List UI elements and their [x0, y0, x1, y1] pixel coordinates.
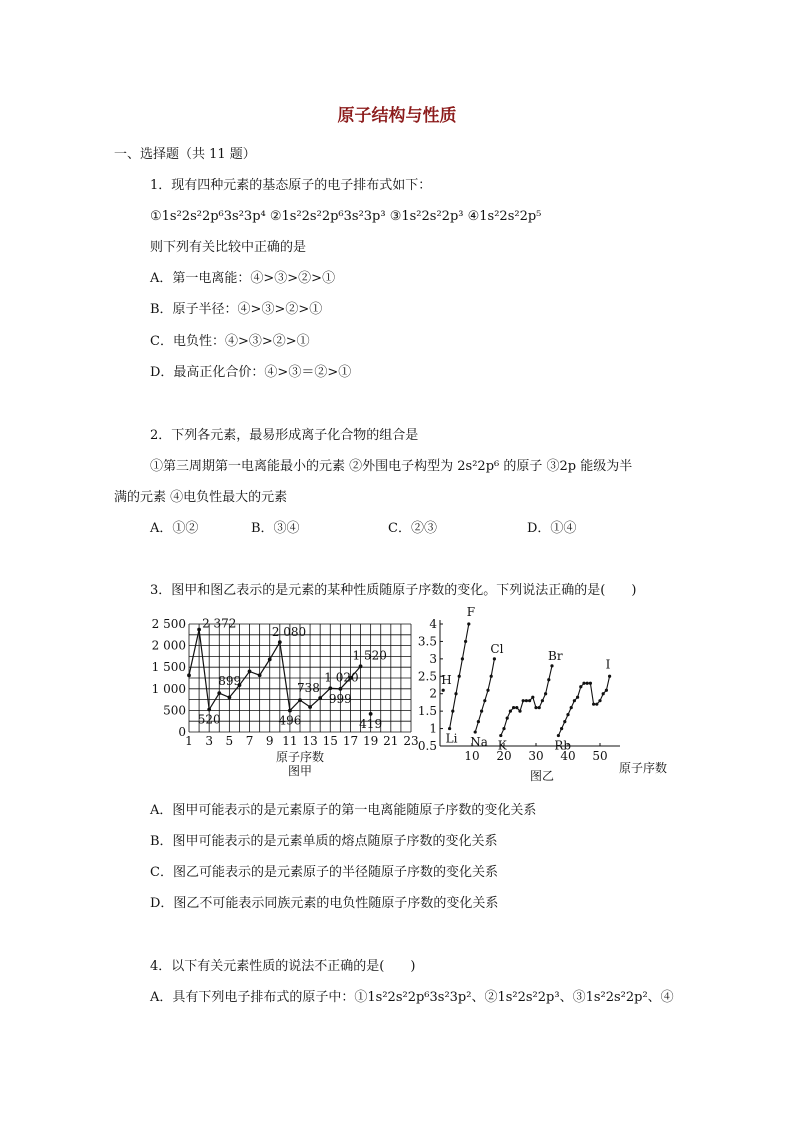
data-point [602, 692, 605, 695]
q1-stem: 1．现有四种元素的基态原子的电子排布式如下： [150, 178, 432, 193]
data-point [268, 657, 272, 661]
data-label: 1 520 [352, 648, 387, 663]
x-tick-label: 3 [205, 734, 214, 748]
data-point [573, 699, 576, 702]
data-point [288, 709, 292, 713]
data-label: 999 [328, 691, 352, 706]
q2-option-a: A．①② [150, 521, 199, 536]
data-point [570, 706, 573, 709]
data-point [308, 705, 312, 709]
data-point [197, 628, 201, 632]
data-label: 738 [297, 681, 320, 696]
element-label: Cl [490, 641, 504, 656]
data-point [217, 691, 221, 695]
element-label: H [441, 673, 452, 688]
chart-jia [151, 612, 425, 784]
y-tick-label: 0 [178, 725, 186, 739]
data-point [486, 689, 489, 692]
element-label: Br [548, 648, 563, 663]
data-point [451, 710, 454, 713]
x-tick-label: 23 [403, 734, 419, 748]
q2-option-b: B．③④ [251, 521, 300, 536]
q3-option-a: A．图甲可能表示的是元素原子的第一电离能随原子序数的变化关系 [150, 803, 537, 818]
data-point [318, 696, 322, 700]
q3-option-d: D．图乙不可能表示同族元素的电负性随原子序数的变化关系 [150, 896, 499, 911]
series-line [558, 676, 609, 735]
x-tick-label: 50 [592, 749, 608, 763]
q3-stem: 3．图甲和图乙表示的是元素的某种性质随原子序数的变化。下列说法正确的是( ) [150, 583, 637, 598]
y-tick-label: 4 [429, 617, 437, 631]
q1-ask: 则下列有关比较中正确的是 [150, 240, 307, 255]
data-point [483, 699, 486, 702]
data-point [278, 640, 282, 644]
q3-option-c: C．图乙可能表示的是元素原子的半径随原子序数的变化关系 [150, 865, 498, 880]
y-tick-label: 0.5 [417, 739, 437, 753]
q4-option-a: A．具有下列电子排布式的原子中：①1s²2s²2p⁶3s²3p²、②1s²2s²2p³、③1s²2s²2p²、④ [150, 990, 674, 1005]
data-label: 496 [278, 713, 302, 728]
data-point [608, 675, 611, 678]
data-point [563, 720, 566, 723]
data-point [522, 699, 525, 702]
element-label: F [466, 605, 476, 619]
q2-option-d: D．①④ [527, 521, 577, 536]
data-point [541, 699, 544, 702]
x-tick-label: 9 [265, 734, 274, 748]
data-point [550, 664, 553, 667]
x-tick-label: 17 [342, 734, 359, 748]
page-title: 原子结构与性质 [337, 106, 457, 126]
y-tick-label: 2 500 [151, 617, 186, 631]
x-tick-label: 21 [383, 734, 399, 748]
data-point [579, 685, 582, 688]
element-label: Rb [554, 738, 572, 753]
data-point [442, 689, 445, 692]
x-axis-label: 原子序数 [275, 750, 325, 764]
data-point [547, 678, 550, 681]
x-tick-label: 13 [302, 734, 318, 748]
y-tick-label: 3 [429, 651, 437, 666]
data-point [480, 710, 483, 713]
chart-title: 图甲 [287, 764, 313, 778]
x-axis-label: 原子序数 [619, 761, 668, 775]
q3-option-b: B．图甲可能表示的是元素单质的熔点随原子序数的变化关系 [150, 834, 498, 849]
chart-yi [417, 605, 680, 784]
q1-option-b: B．原子半径：④>③>②>① [150, 302, 323, 317]
data-point [525, 699, 528, 702]
data-point [512, 706, 515, 709]
x-tick-label: 7 [245, 734, 254, 748]
element-label: I [605, 657, 611, 672]
data-point [454, 692, 457, 695]
q2-line1: ①第三周期第一电离能最小的元素 ②外围电子构型为 2s²2p⁶ 的原子 ③2p 能级为半 [150, 459, 633, 474]
q2-option-c: C．②③ [388, 521, 437, 536]
data-label: 520 [197, 712, 221, 727]
q1-option-a: A．第一电离能：④>③>②>① [150, 271, 336, 286]
x-tick-label: 15 [322, 734, 338, 748]
data-point [493, 657, 496, 660]
data-point [576, 696, 579, 699]
data-point [448, 727, 451, 730]
data-point [586, 682, 589, 685]
element-label: Na [470, 735, 488, 750]
data-point [605, 689, 608, 692]
data-label: 419 [359, 716, 383, 731]
data-point [528, 699, 531, 702]
data-point [258, 673, 262, 677]
data-label: 1 020 [324, 670, 359, 685]
y-tick-label: 500 [163, 703, 186, 718]
data-point [338, 687, 342, 691]
data-point [474, 730, 477, 733]
data-point [359, 664, 363, 668]
data-point [589, 682, 592, 685]
x-tick-label: 10 [464, 749, 480, 763]
element-label: K [497, 738, 507, 753]
data-point [490, 675, 493, 678]
data-point [227, 695, 231, 699]
section-heading: 一、选择题（共 11 题） [114, 147, 256, 162]
data-point [328, 686, 332, 690]
q1-option-d: D．最高正化合价：④>③＝②>① [150, 365, 352, 380]
data-point [531, 696, 534, 699]
data-point [464, 640, 467, 643]
data-point [592, 703, 595, 706]
data-point [298, 698, 302, 702]
data-point [534, 706, 537, 709]
data-point [502, 727, 505, 730]
data-point [187, 673, 191, 677]
data-point [544, 692, 547, 695]
x-tick-label: 5 [225, 734, 234, 748]
q1-configs: ①1s²2s²2p⁶3s²3p⁴ ②1s²2s²2p⁶3s²3p³ ③1s²2s²2p³ ④1s²2s²2p⁵ [150, 209, 542, 224]
data-point [515, 706, 518, 709]
data-point [595, 703, 598, 706]
x-tick-label: 1 [185, 734, 193, 748]
q2-line2: 满的元素 ④电负性最大的元素 [114, 490, 288, 505]
data-point [566, 713, 569, 716]
data-point [582, 682, 585, 685]
data-point [458, 675, 461, 678]
data-point [506, 717, 509, 720]
x-tick-label: 20 [496, 749, 512, 763]
data-point [461, 657, 464, 660]
chart-title: 图乙 [529, 769, 555, 783]
data-point [598, 699, 601, 702]
x-tick-label: 11 [282, 734, 298, 748]
data-point [518, 710, 521, 713]
data-label: 2 080 [271, 625, 307, 640]
data-point [369, 712, 373, 716]
q1-option-c: C．电负性：④>③>②>① [150, 334, 310, 349]
y-tick-label: 2 000 [151, 638, 186, 653]
q4-stem: 4．以下有关元素性质的说法不正确的是( ) [150, 959, 416, 974]
element-label: Li [445, 731, 458, 746]
data-point [509, 710, 512, 713]
y-tick-label: 1 500 [151, 660, 186, 675]
q2-stem: 2．下列各元素，最易形成离子化合物的组合是 [150, 428, 419, 443]
data-point [538, 706, 541, 709]
y-tick-label: 1.5 [417, 704, 437, 719]
data-point [499, 734, 502, 737]
data-point [557, 734, 560, 737]
data-label: 899 [218, 674, 242, 689]
y-tick-label: 3.5 [417, 634, 437, 649]
x-tick-label: 30 [528, 749, 544, 763]
x-tick-label: 40 [560, 749, 576, 763]
data-label: 2 372 [202, 616, 237, 631]
x-tick-label: 19 [362, 734, 379, 748]
y-tick-label: 2 [429, 686, 437, 701]
data-point [207, 708, 211, 712]
data-point [560, 727, 563, 730]
data-point [467, 622, 470, 625]
data-point [248, 670, 252, 674]
data-point [477, 720, 480, 723]
y-tick-label: 1 [429, 721, 437, 736]
y-tick-label: 1 000 [151, 681, 186, 696]
y-tick-label: 2.5 [417, 669, 437, 684]
